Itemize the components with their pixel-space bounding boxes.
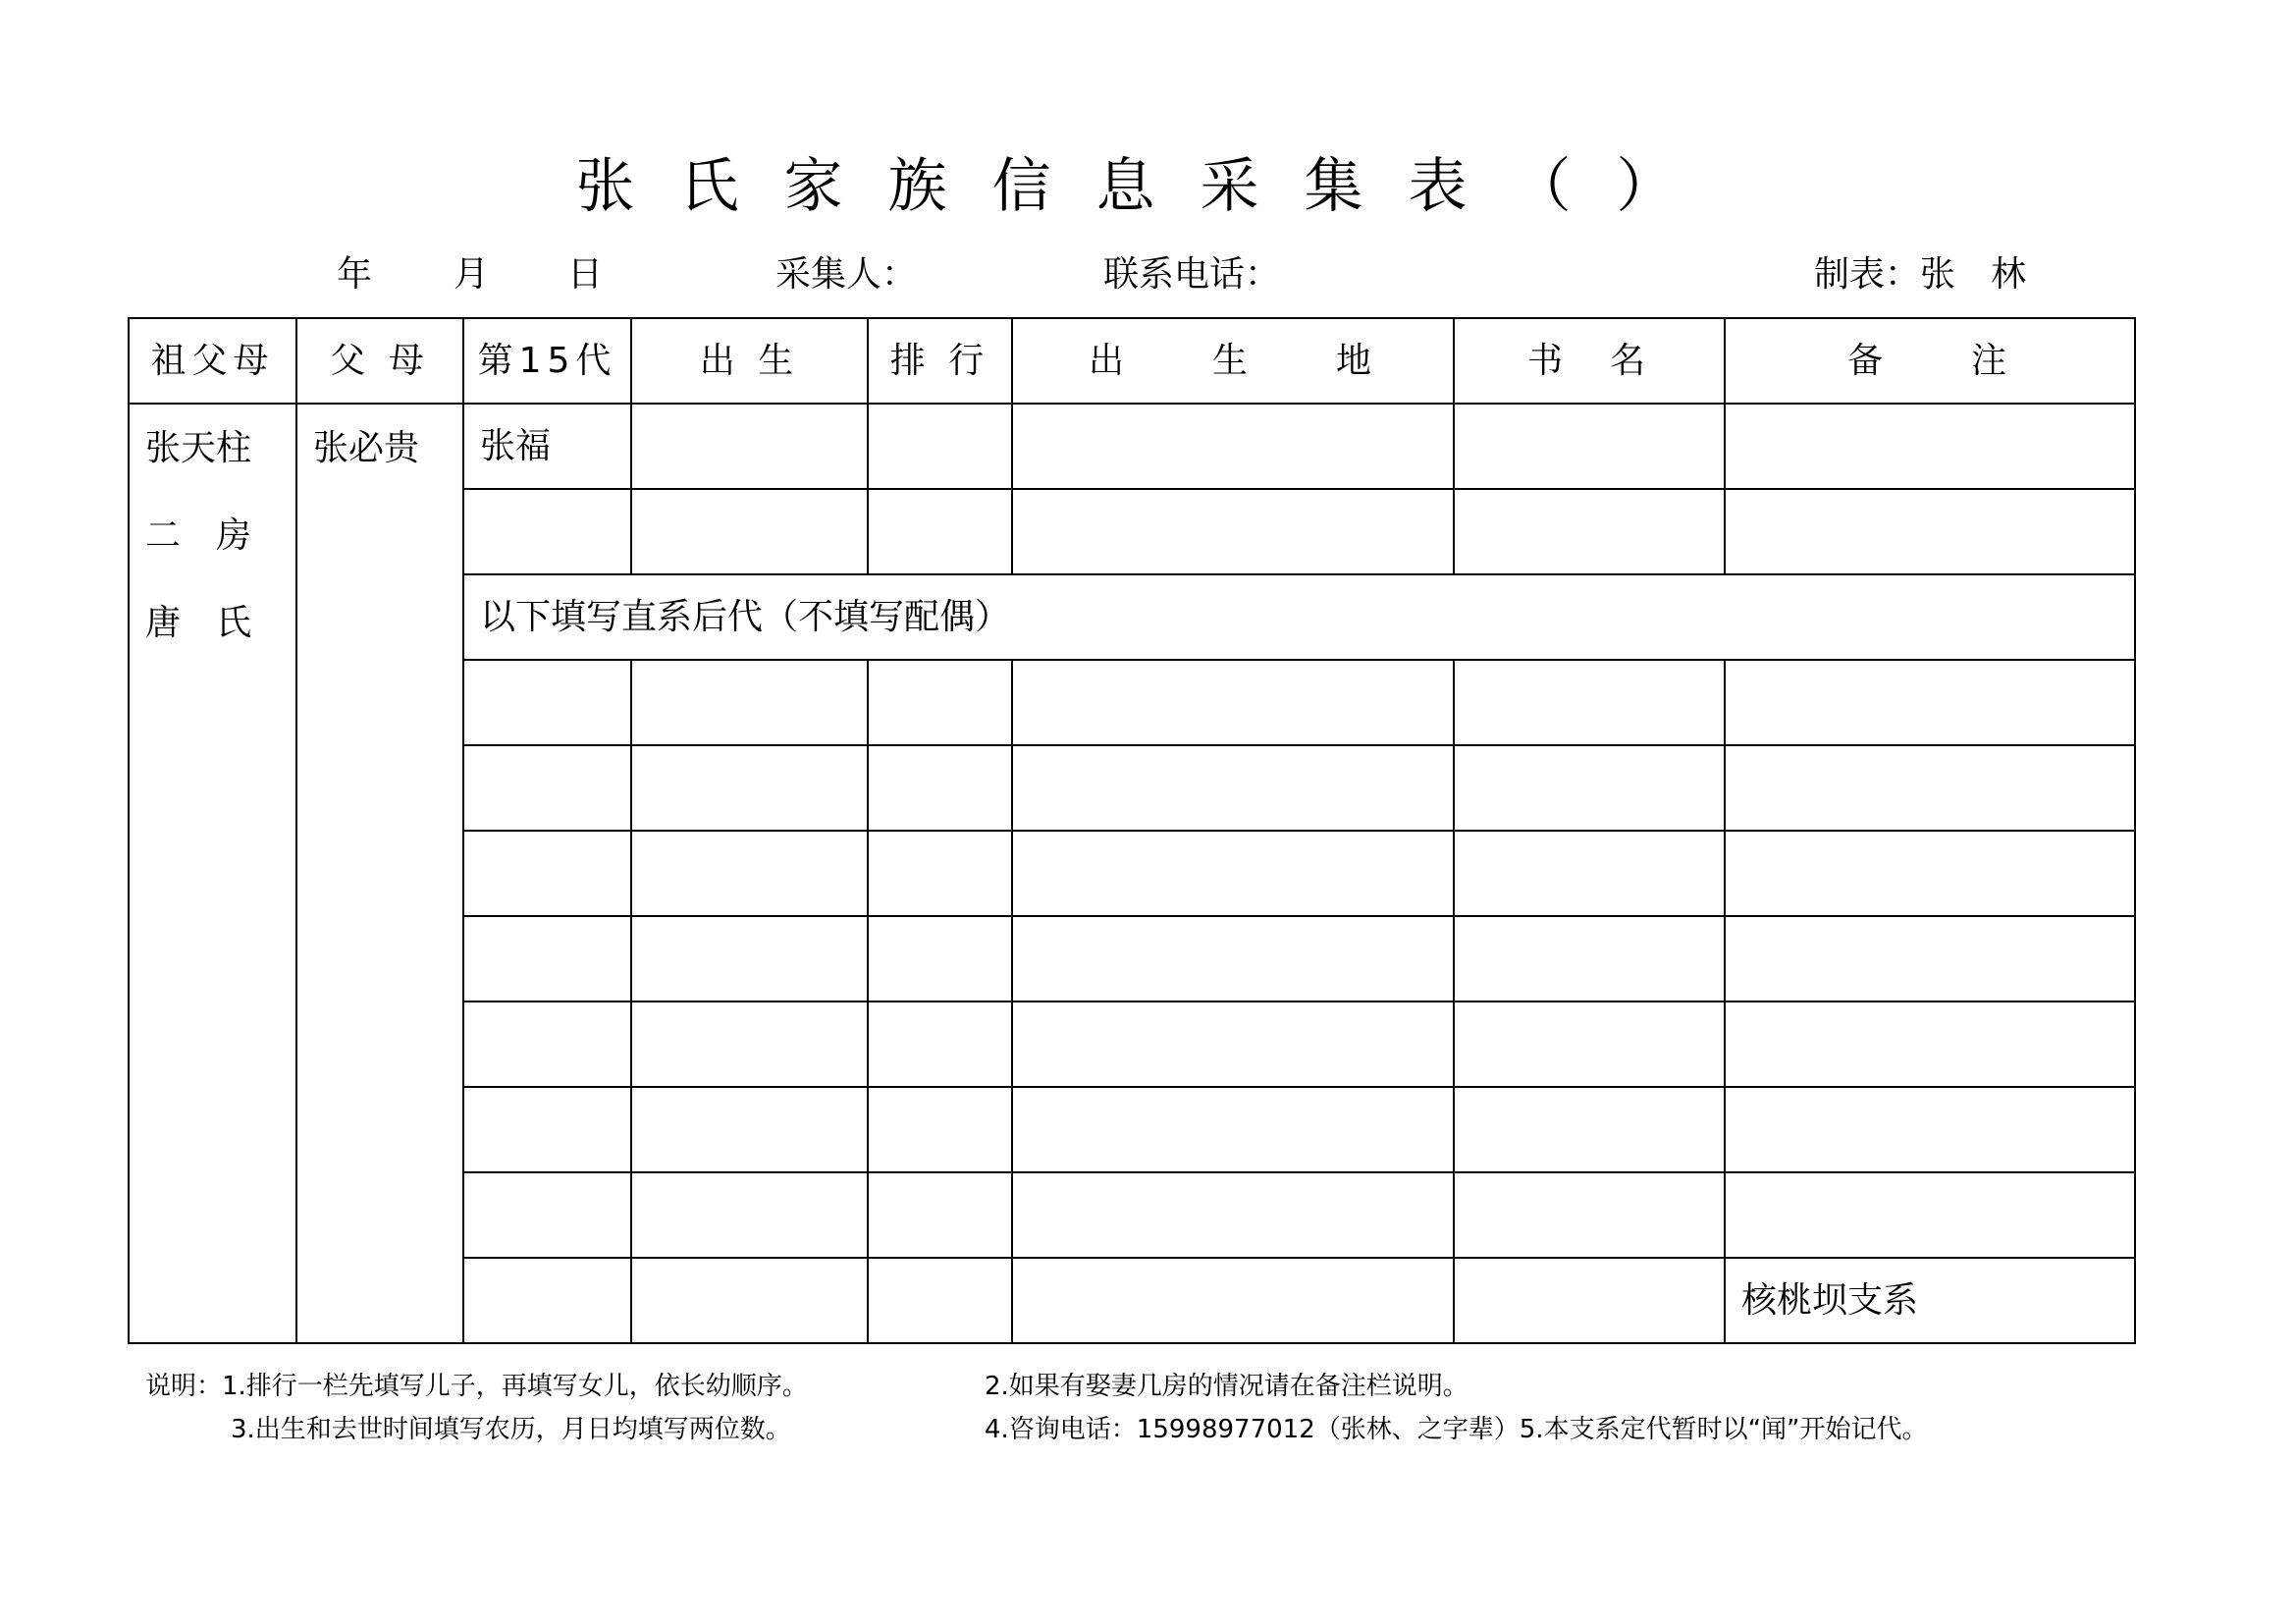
branch-remark-cell[interactable] xyxy=(1725,1258,2135,1343)
birth-cell[interactable] xyxy=(631,916,868,1001)
header-generation-15: 第15代 xyxy=(463,318,631,404)
book-name-cell[interactable] xyxy=(1454,404,1725,489)
remarks-cell[interactable] xyxy=(1725,831,2135,916)
birth-cell[interactable] xyxy=(631,745,868,831)
info-table xyxy=(128,317,2136,1344)
note-line-2-right: 4.咨询电话：15998977012（张林、之字辈）5.本支系定代暂时以“闻”开始记代。 xyxy=(985,1415,1928,1444)
day-label: 日 xyxy=(567,254,604,295)
table-row xyxy=(129,404,2135,489)
remarks-cell[interactable] xyxy=(1725,404,2135,489)
rank-cell[interactable] xyxy=(868,916,1012,1001)
birthplace-cell[interactable] xyxy=(1012,1258,1454,1343)
birthplace-cell[interactable] xyxy=(1012,745,1454,831)
birthplace-cell[interactable] xyxy=(1012,404,1454,489)
rank-cell[interactable] xyxy=(868,1172,1012,1258)
book-name-cell[interactable] xyxy=(1454,1087,1725,1172)
descendant-name-cell[interactable] xyxy=(463,916,631,1001)
descendant-name-cell[interactable] xyxy=(463,1172,631,1258)
book-name-cell[interactable] xyxy=(1454,1001,1725,1087)
descendant-name-cell[interactable] xyxy=(463,1258,631,1343)
birthplace-cell[interactable] xyxy=(1012,916,1454,1001)
remarks-cell[interactable] xyxy=(1725,916,2135,1001)
descendant-name-cell[interactable] xyxy=(463,1087,631,1172)
form-title: 张氏家族信息采集表（） xyxy=(575,152,1721,221)
generation-15-cell[interactable] xyxy=(463,404,631,489)
descendant-name-cell[interactable] xyxy=(463,1001,631,1087)
remarks-cell[interactable] xyxy=(1725,660,2135,745)
descendant-name-cell[interactable] xyxy=(463,745,631,831)
book-name-cell[interactable] xyxy=(1454,745,1725,831)
grandmother-rank: 二 房 xyxy=(145,515,252,556)
rank-cell[interactable] xyxy=(868,831,1012,916)
parent-name: 张必贵 xyxy=(313,428,420,468)
descendants-instruction: 以下填写直系后代（不填写配偶） xyxy=(480,596,1011,637)
branch-remark: 核桃坝支系 xyxy=(1741,1279,1919,1321)
rank-cell[interactable] xyxy=(868,489,1012,574)
header-birthplace: 出 生 地 xyxy=(1012,318,1454,404)
birthplace-cell[interactable] xyxy=(1012,1087,1454,1172)
header-rank: 排 行 xyxy=(868,318,1012,404)
book-name-cell[interactable] xyxy=(1454,1172,1725,1258)
birthplace-cell[interactable] xyxy=(1012,660,1454,745)
grandmother-name: 唐 氏 xyxy=(145,603,252,643)
book-name-cell[interactable] xyxy=(1454,489,1725,574)
year-label: 年 xyxy=(337,254,373,295)
month-label: 月 xyxy=(454,254,490,295)
header-row xyxy=(129,318,2135,404)
note-line-1-left: 说明：1.排行一栏先填写儿子，再填写女儿，依长幼顺序。 xyxy=(145,1372,808,1401)
note-line-1-right: 2.如果有娶妻几房的情况请在备注栏说明。 xyxy=(985,1372,1468,1401)
birth-cell[interactable] xyxy=(631,660,868,745)
birth-cell[interactable] xyxy=(631,1087,868,1172)
remarks-cell[interactable] xyxy=(1725,1172,2135,1258)
birth-cell[interactable] xyxy=(631,489,868,574)
rank-cell[interactable] xyxy=(868,1087,1012,1172)
birthplace-cell[interactable] xyxy=(1012,489,1454,574)
descendant-name-cell[interactable] xyxy=(463,660,631,745)
rank-cell[interactable] xyxy=(868,1258,1012,1343)
book-name-cell[interactable] xyxy=(1454,831,1725,916)
remarks-cell[interactable] xyxy=(1725,745,2135,831)
birth-cell[interactable] xyxy=(631,831,868,916)
descendant-name-cell[interactable] xyxy=(463,831,631,916)
rank-cell[interactable] xyxy=(868,660,1012,745)
remarks-cell[interactable] xyxy=(1725,1001,2135,1087)
grandparents-cell xyxy=(129,404,296,1343)
header-book-name: 书 名 xyxy=(1454,318,1725,404)
birth-cell[interactable] xyxy=(631,404,868,489)
collector-label: 采集人： xyxy=(775,254,918,295)
birth-cell[interactable] xyxy=(631,1258,868,1343)
birth-cell[interactable] xyxy=(631,1172,868,1258)
birthplace-cell[interactable] xyxy=(1012,831,1454,916)
birth-cell[interactable] xyxy=(631,1001,868,1087)
book-name-cell[interactable] xyxy=(1454,1258,1725,1343)
birthplace-cell[interactable] xyxy=(1012,1172,1454,1258)
generation-15-cell[interactable] xyxy=(463,489,631,574)
remarks-cell[interactable] xyxy=(1725,489,2135,574)
generation-15-name: 张福 xyxy=(480,425,552,466)
phone-label: 联系电话： xyxy=(1103,254,1281,295)
birthplace-cell[interactable] xyxy=(1012,1001,1454,1087)
grandfather-name: 张天柱 xyxy=(145,428,252,468)
parents-cell xyxy=(296,404,463,1343)
header-birth: 出 生 xyxy=(631,318,868,404)
header-grandparents: 祖父母 xyxy=(129,318,296,404)
header-remarks: 备 注 xyxy=(1725,318,2135,404)
table-maker: 制表：张 林 xyxy=(1814,254,2027,295)
descendants-instruction-cell xyxy=(463,574,2135,660)
rank-cell[interactable] xyxy=(868,745,1012,831)
book-name-cell[interactable] xyxy=(1454,916,1725,1001)
remarks-cell[interactable] xyxy=(1725,1087,2135,1172)
rank-cell[interactable] xyxy=(868,1001,1012,1087)
book-name-cell[interactable] xyxy=(1454,660,1725,745)
note-line-2-left: 3.出生和去世时间填写农历，月日均填写两位数。 xyxy=(231,1415,791,1444)
rank-cell[interactable] xyxy=(868,404,1012,489)
header-parents: 父 母 xyxy=(296,318,463,404)
